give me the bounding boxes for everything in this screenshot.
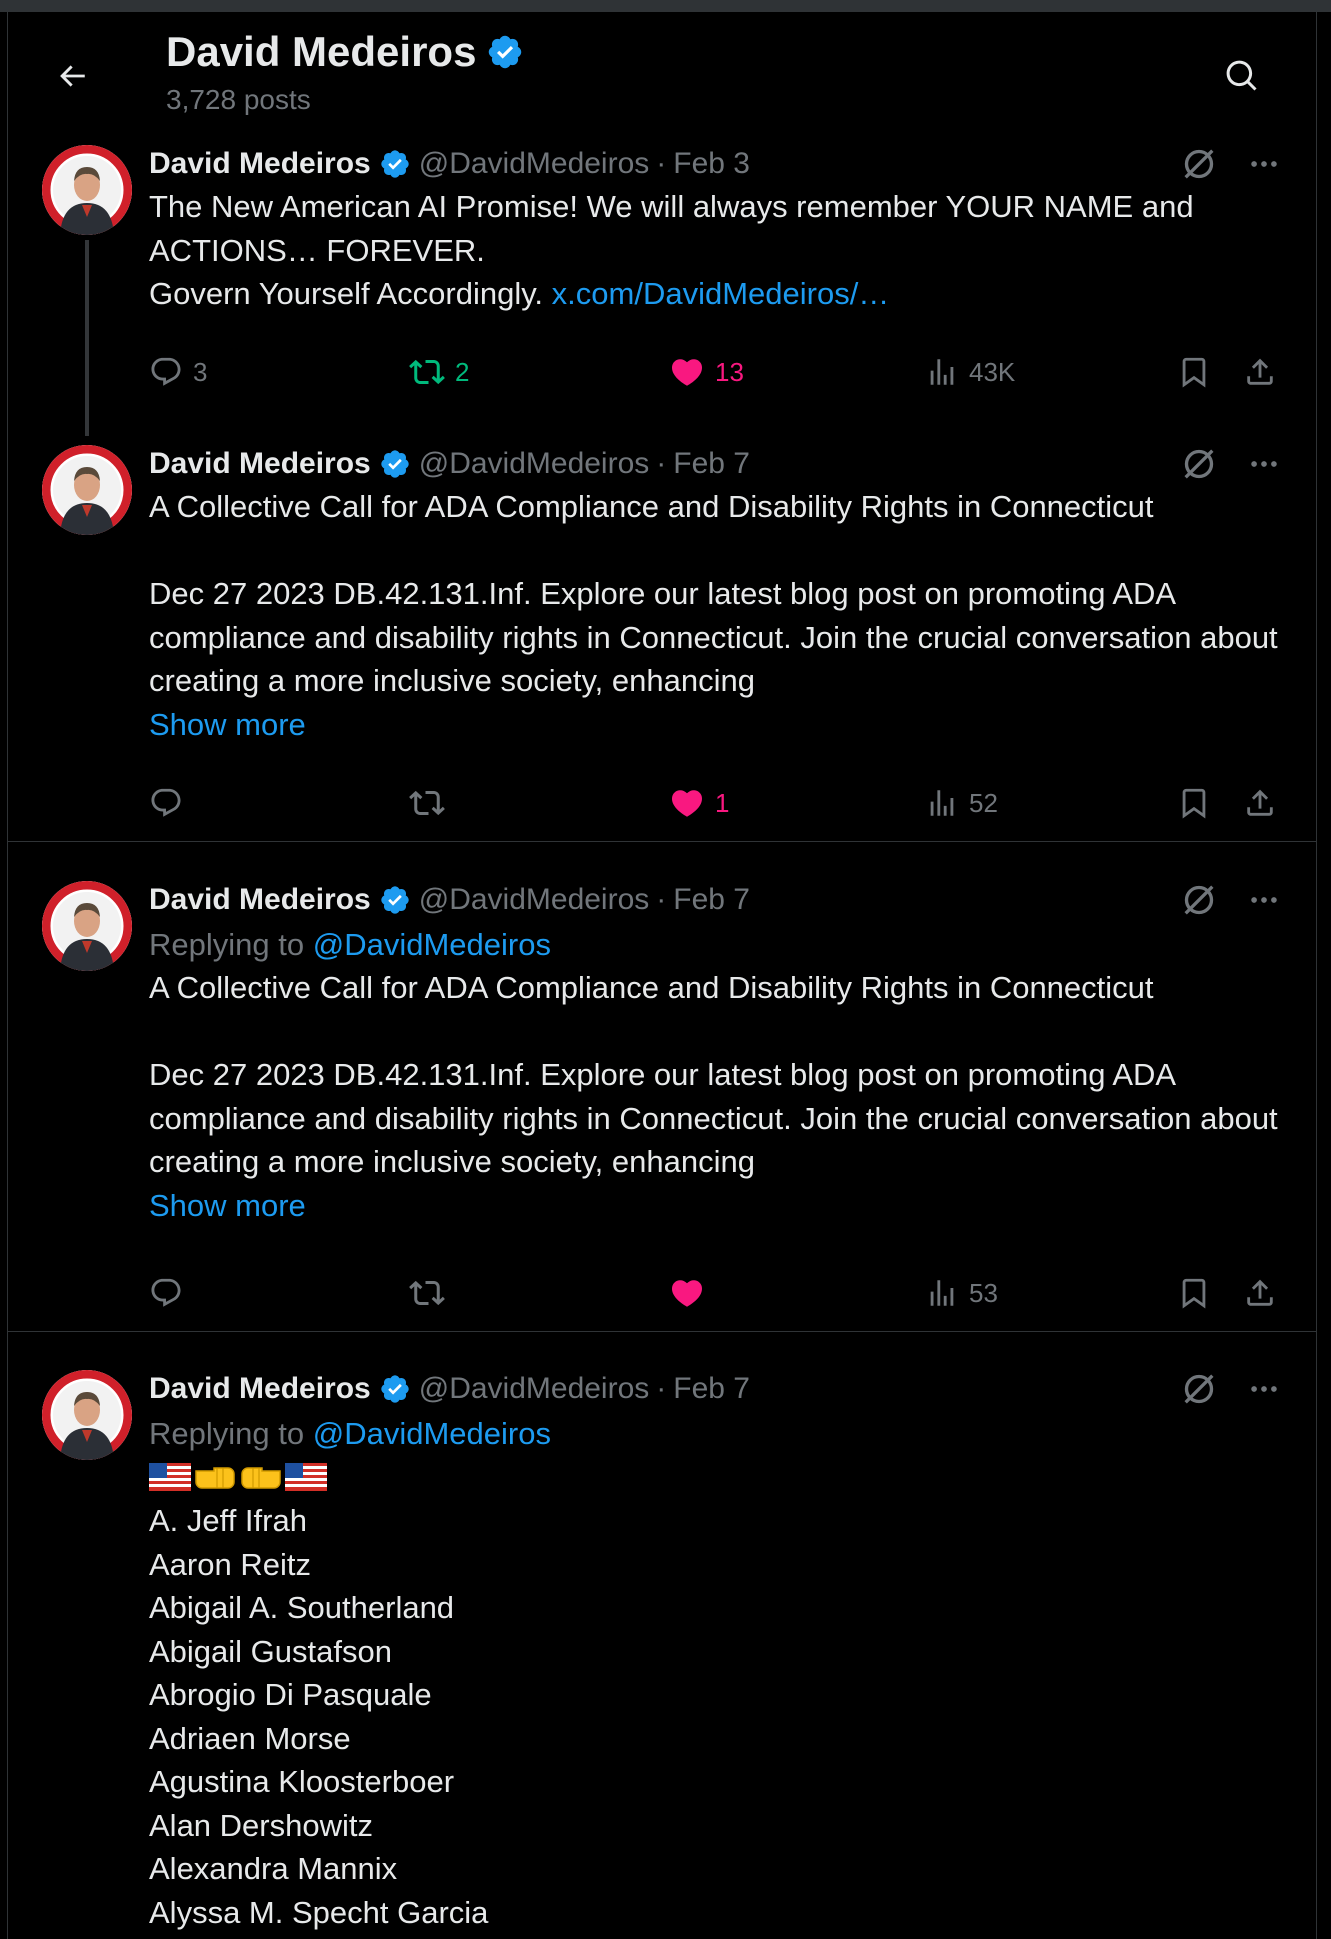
grok-icon[interactable] (1179, 144, 1219, 184)
list-item: Alyssa M. Specht Garcia (149, 1894, 489, 1930)
tweet-date[interactable]: Feb 7 (673, 883, 750, 916)
reply-button[interactable] (149, 1271, 193, 1315)
search-button[interactable] (1214, 48, 1270, 104)
bookmark-button[interactable] (1177, 350, 1211, 394)
tweet-actions (149, 1271, 1278, 1315)
retweet-icon (409, 1275, 445, 1311)
grok-icon[interactable] (1179, 1369, 1219, 1409)
profile-name-text: David Medeiros (166, 28, 477, 75)
replying-to-mention[interactable]: @DavidMedeiros (312, 1416, 551, 1451)
more-icon[interactable] (1247, 147, 1281, 181)
views-icon (925, 1276, 959, 1310)
share-button[interactable] (1243, 350, 1277, 394)
heart-icon (669, 1275, 705, 1311)
names-list (149, 1499, 1281, 1934)
views-icon (925, 786, 959, 820)
tweet-text-content: The New American AI Promise! We will always remember YOUR NAME and ACTIONS… FOREVER. Govern Yourself Accordingly. (149, 189, 1194, 311)
author-name[interactable]: David Medeiros (149, 147, 371, 180)
us-flag-icon (149, 1463, 191, 1491)
bookmark-button[interactable] (1177, 781, 1211, 825)
timeline-column (7, 12, 1317, 1939)
fist-left-icon (239, 1462, 283, 1492)
views-count: 52 (969, 787, 998, 818)
tweet-text: A Collective Call for ADA Compliance and Disability Rights in Connecticut Dec 27 2023 DB.42.131.Inf. Explore our latest blog post on promoting ADA compliance and disability rights in Connecticut. Join the crucial conversation about creating a more inclusive society, enhancing (149, 970, 1278, 1179)
verified-badge-icon (379, 448, 411, 480)
bookmark-button[interactable] (1177, 1271, 1211, 1315)
list-item: Abigail Gustafson (149, 1633, 392, 1669)
separator: · (656, 147, 667, 180)
avatar-image (42, 145, 132, 235)
avatar-image (42, 445, 132, 535)
like-button[interactable] (669, 350, 744, 394)
tweet-actions (149, 350, 1278, 394)
tweet[interactable] (8, 1367, 1316, 1939)
author-handle[interactable]: @DavidMedeiros (418, 447, 650, 480)
retweet-count: 2 (455, 356, 470, 387)
verified-badge (379, 148, 411, 180)
tweet-text (149, 185, 1281, 316)
page-title (166, 28, 524, 76)
verified-badge (379, 448, 411, 480)
bookmark-icon (1177, 355, 1211, 389)
like-count: 13 (715, 356, 744, 387)
tweet[interactable] (8, 442, 1316, 853)
list-item: Alan Dershowitz (149, 1807, 373, 1843)
replying-to-label: Replying to (149, 927, 313, 962)
bookmark-icon (1177, 1276, 1211, 1310)
list-item: Abigail A. Southerland (149, 1590, 455, 1625)
bookmark-icon (1177, 786, 1211, 820)
reply-button[interactable] (149, 781, 193, 825)
tweet-actions (149, 781, 1278, 825)
arrow-left-icon (55, 59, 89, 93)
avatar[interactable] (42, 1370, 132, 1460)
reply-button[interactable] (149, 350, 207, 394)
tweet-link[interactable]: x.com/DavidMedeiros/… (551, 276, 890, 311)
divider (8, 841, 1316, 842)
tweet-header (149, 1367, 1281, 1411)
avatar[interactable] (42, 445, 132, 535)
tweet-header (149, 878, 1281, 922)
thread-line (85, 240, 89, 436)
replying-to-label: Replying to (149, 1416, 313, 1451)
more-icon[interactable] (1247, 1372, 1281, 1406)
author-handle[interactable]: @DavidMedeiros (418, 147, 650, 180)
more-icon[interactable] (1247, 883, 1281, 917)
reply-count: 3 (193, 356, 208, 387)
tweet-date[interactable]: Feb 3 (673, 147, 750, 180)
views-button[interactable] (925, 781, 998, 825)
profile-header (8, 12, 1316, 130)
list-item: A. Jeff Ifrah (149, 1503, 307, 1538)
tweet-date[interactable]: Feb 7 (673, 1372, 750, 1405)
views-count: 53 (969, 1277, 998, 1308)
more-icon[interactable] (1247, 447, 1281, 481)
share-icon (1243, 355, 1277, 389)
verified-badge (379, 884, 411, 916)
share-button[interactable] (1243, 781, 1277, 825)
list-item: Aaron Reitz (149, 1546, 311, 1582)
views-icon (925, 355, 959, 389)
views-button[interactable] (925, 350, 1015, 394)
avatar[interactable] (42, 881, 132, 971)
views-button[interactable] (925, 1271, 998, 1315)
separator: · (656, 447, 667, 480)
grok-icon[interactable] (1179, 444, 1219, 484)
author-name[interactable]: David Medeiros (149, 447, 371, 480)
author-handle[interactable]: @DavidMedeiros (418, 883, 650, 916)
us-flag-icon (285, 1463, 327, 1491)
app-window (0, 12, 1331, 1939)
replying-to (149, 924, 1281, 966)
like-count: 1 (715, 787, 730, 818)
back-button[interactable] (44, 48, 100, 104)
list-item: Agustina Kloosterboer (149, 1764, 455, 1799)
verified-badge-icon (379, 884, 411, 916)
retweet-button[interactable] (409, 1271, 455, 1315)
retweet-button[interactable] (409, 781, 455, 825)
separator: · (656, 883, 667, 916)
verified-badge (379, 1373, 411, 1405)
share-icon (1243, 1276, 1277, 1310)
tweet-date[interactable]: Feb 7 (673, 447, 750, 480)
replying-to-mention[interactable]: @DavidMedeiros (312, 927, 551, 962)
show-more-link[interactable]: Show more (149, 706, 306, 742)
retweet-icon (409, 354, 445, 390)
post-count: 3,728 posts (166, 84, 311, 115)
avatar-image (42, 1370, 132, 1460)
list-item: Alexandra Mannix (149, 1851, 398, 1886)
retweet-icon (409, 785, 445, 821)
tweet-header (149, 142, 1281, 186)
reply-icon (149, 786, 183, 820)
verified-badge-icon (379, 148, 411, 180)
views-count: 43K (969, 356, 1016, 387)
separator: · (656, 1372, 667, 1405)
tweet-text: A Collective Call for ADA Compliance and Disability Rights in Connecticut Dec 27 2023 DB.42.131.Inf. Explore our latest blog post on promoting ADA compliance and disability rights in Connecticut. Join the crucial conversation about creating a more inclusive society, enhancing (149, 489, 1278, 698)
author-name[interactable]: David Medeiros (149, 1372, 371, 1405)
share-button[interactable] (1243, 1271, 1277, 1315)
search-icon (1224, 58, 1260, 94)
reply-icon (149, 355, 183, 389)
tweet[interactable] (8, 878, 1316, 1342)
share-icon (1243, 786, 1277, 820)
avatar-image (42, 881, 132, 971)
list-item: Adriaen Morse (149, 1720, 351, 1756)
author-handle[interactable]: @DavidMedeiros (418, 1372, 650, 1405)
divider (8, 1331, 1316, 1332)
verified-badge-icon (486, 33, 524, 71)
reply-icon (149, 1276, 183, 1310)
heart-icon (669, 354, 705, 390)
author-name[interactable]: David Medeiros (149, 883, 371, 916)
tweet[interactable] (8, 142, 1316, 442)
like-button[interactable] (669, 781, 729, 825)
avatar[interactable] (42, 145, 132, 235)
like-button[interactable] (669, 1271, 715, 1315)
retweet-button[interactable] (409, 350, 469, 394)
show-more-link[interactable]: Show more (149, 1187, 306, 1223)
emoji-row (149, 1455, 1281, 1499)
fist-right-icon (193, 1462, 237, 1492)
replying-to (149, 1413, 1281, 1455)
list-item: Abrogio Di Pasquale (149, 1677, 432, 1712)
verified-badge-icon (379, 1373, 411, 1405)
grok-icon[interactable] (1179, 880, 1219, 920)
heart-icon (669, 785, 705, 821)
tweet-header (149, 442, 1281, 486)
